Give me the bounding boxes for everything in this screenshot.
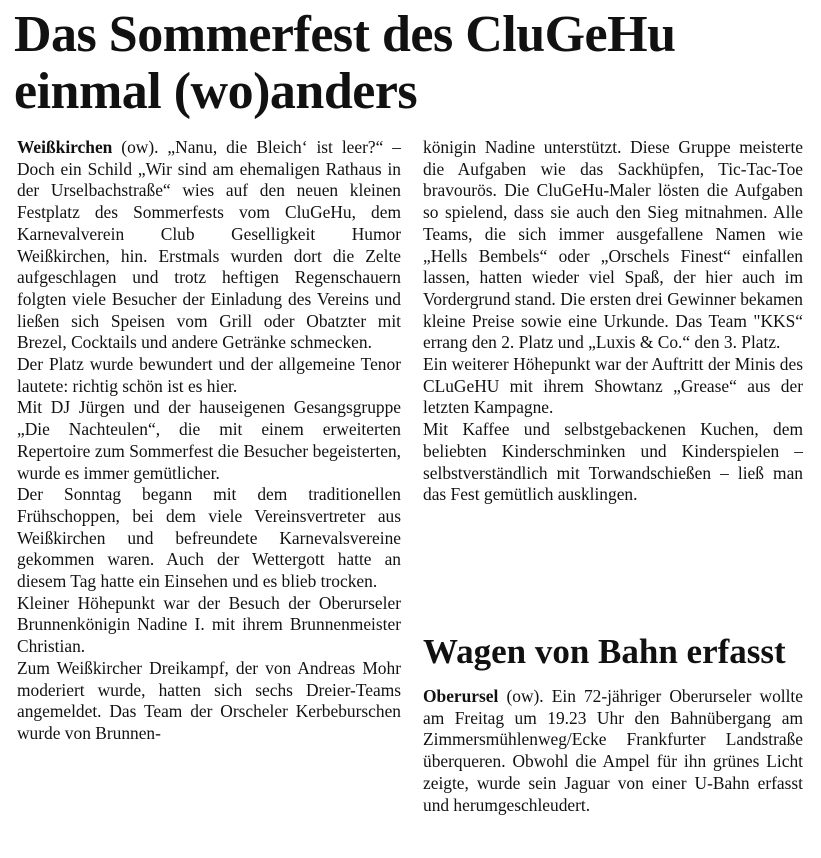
paragraph-text: (ow). Ein 72-jähriger Oberurseler wollte am Freitag um 19.23 Uhr den Bahnübergang am Zimmersmühlenweg/Ecke Frankfurter Landstraße überqueren. Obwohl die Ampel für ihn grünes Licht zeigte, wurde sein Jaguar von einer U-Bahn erfasst und herumgeschleudert. bbox=[423, 686, 803, 815]
paragraph-text: (ow). „Nanu, die Bleich‘ ist leer?“ – Doch ein Schild „Wir sind am ehemaligen Rathaus in der Urselbachstraße“ wies auf den neuen kleinen Festplatz des Sommerfests vom CluGeHu, dem Karnevalverein Club Geselligkeit Humor Weißkirchen, hin. Erstmals wurden dort die Zelte aufgeschlagen und trotz heftigen Regenschauern folgten viele Besucher der Einladung des Vereins und ließen sich Speisen vom Grill oder Obatzter mit Brezel, Cocktails und andere Getränke schmecken. bbox=[17, 137, 401, 353]
news-brief bbox=[423, 686, 803, 816]
article-paragraph: Kleiner Höhepunkt war der Besuch der Oberurseler Brunnenkönigin Nadine I. mit ihrem Brunnenmeister Christian. bbox=[17, 592, 401, 657]
article-headline: Das Sommerfest des CluGeHu einmal (wo)anders bbox=[14, 6, 676, 120]
news-brief-headline: Wagen von Bahn erfasst bbox=[423, 632, 786, 671]
article-paragraph: Zum Weißkircher Dreikampf, der von Andreas Mohr moderiert wurde, hatten sich sechs Dreier-Teams angemeldet. Das Team der Orscheler Kerbeburschen wurde von Brunnen- bbox=[17, 657, 401, 743]
article-paragraph: königin Nadine unterstützt. Diese Gruppe meisterte die Aufgaben wie das Sackhüpfen, Tic-Tac-Toe bravourös. Die CluGeHu-Maler lösten die Aufgaben so spielend, dass sie auch den Sieg mitnahmen. Alle Teams, die sich immer ausgefallene Namen wie „Hells Bembels“ oder „Orschels Finest“ einfallen lassen, hatten wieder viel Spaß, der hier auch im Vordergrund stand. Die ersten drei Gewinner bekamen kleine Preise sowie eine Urkunde. Das Team "KKS“ errang den 2. Platz und „Luxis & Co.“ den 3. Platz. bbox=[423, 137, 803, 353]
article-column-right bbox=[423, 137, 803, 506]
article-paragraph: Mit Kaffee und selbstgebackenen Kuchen, dem beliebten Kinderschminken und Kinderspielen – selbstverständlich mit Torwandschießen – ließ man das Fest gemütlich ausklingen. bbox=[423, 419, 803, 505]
article-paragraph: Mit DJ Jürgen und der hauseigenen Gesangsgruppe „Die Nachteulen“, die mit einem erweiterten Repertoire zum Sommerfest die Besucher begeisterten, wurde es immer gemütlicher. bbox=[17, 397, 401, 483]
dateline: Weißkirchen bbox=[17, 137, 113, 157]
article-paragraph bbox=[17, 137, 401, 354]
article-paragraph bbox=[423, 686, 803, 816]
article-column-left bbox=[17, 137, 401, 745]
article-paragraph: Der Sonntag begann mit dem traditionellen Frühschoppen, bei dem viele Vereinsvertreter aus Weißkirchen und befreundete Karnevalsvereine gekommen waren. Auch der Wettergott hatte an diesem Tag hatte ein Einsehen und es blieb trocken. bbox=[17, 484, 401, 592]
dateline: Oberursel bbox=[423, 686, 499, 706]
article-paragraph: Der Platz wurde bewundert und der allgemeine Tenor lautete: richtig schön ist es hier. bbox=[17, 354, 401, 396]
article-paragraph: Ein weiterer Höhepunkt war der Auftritt der Minis des CLuGeHU mit ihrem Showtanz „Grease“ aus der letzten Kampagne. bbox=[423, 354, 803, 418]
